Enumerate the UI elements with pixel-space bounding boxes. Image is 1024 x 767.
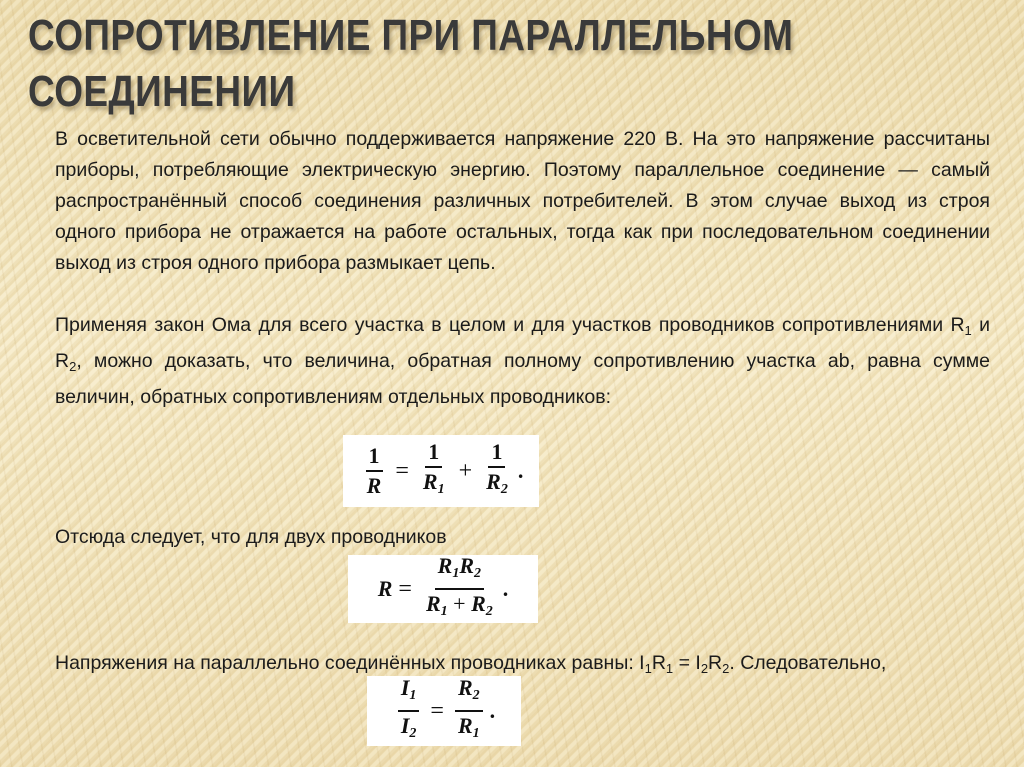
paragraph-ohms-law-text-1: Применяя закон Ома для всего участка в целом и для участков проводников сопротивлениями R (55, 314, 965, 336)
fraction-lhs-denominator: R (366, 473, 382, 498)
fraction-term-2-subscript: 2 (500, 482, 508, 497)
slide-title-line-1: СОПРОТИВЛЕНИЕ ПРИ ПАРАЛЛЕЛЬНОМ (28, 11, 794, 60)
formula-total-resistance (348, 555, 538, 623)
subscript-r1: 1 (964, 323, 972, 338)
fraction-numerator (435, 554, 484, 590)
equals-sign: = (430, 697, 444, 724)
formula-period: . (489, 698, 496, 723)
paragraph-ohms-law-text-3: , можно доказать, что величина, обратная полному сопротивлению участка ab, равна сумме величин, обратных сопротивлениям отдельных проводников: (55, 350, 990, 408)
subscript-i1: 1 (644, 661, 652, 676)
fraction-term-2-numerator: 1 (488, 440, 505, 468)
formula-period: . (517, 458, 524, 483)
numerator-sub-b: 2 (474, 566, 482, 581)
denominator-r-a: R (425, 591, 441, 616)
denominator-r-b: R (471, 591, 486, 616)
formula-period: . (502, 576, 509, 601)
subscript-r1: 1 (665, 661, 674, 676)
current-i-bottom: I (400, 713, 410, 738)
denominator-plus: + (447, 591, 472, 616)
equals-sign: = (395, 457, 409, 484)
slide-title (28, 8, 851, 120)
paragraph-voltages-text-1: Напряжения на параллельно соединённых проводниках равны: I (55, 652, 645, 674)
resistance-r-top-sub: 2 (472, 688, 480, 703)
slide-title-line-2: СОЕДИНЕНИИ (28, 67, 296, 116)
fraction-lhs (364, 444, 385, 498)
fraction-term-1-symbol: R (422, 469, 438, 494)
fraction-term-1-subscript: 1 (437, 482, 445, 497)
fraction-resistance-denominator (455, 712, 483, 746)
fraction-current-ratio (398, 676, 420, 746)
fraction-resistance-ratio (455, 676, 483, 746)
fraction-term-1-numerator: 1 (425, 440, 442, 468)
paragraph-ohms-law-text-2: и R (55, 314, 990, 372)
numerator-r-b: R (459, 553, 475, 578)
fraction-resistance-numerator (455, 676, 483, 712)
denominator-sub-b: 2 (485, 604, 493, 619)
fraction-current-numerator (398, 676, 420, 712)
fraction-term-2-denominator (483, 468, 511, 502)
subscript-i2: 2 (700, 661, 709, 676)
subscript-r2: 2 (69, 359, 77, 374)
plus-sign: + (458, 457, 473, 484)
resistance-r-bottom: R (457, 713, 473, 738)
fraction-term-1-denominator (420, 468, 448, 502)
formula-reciprocal-resistance (343, 435, 539, 507)
paragraph-voltages-text-3: = I (673, 652, 701, 674)
fraction-denominator (423, 590, 496, 624)
paragraph-voltages-text-5: . Следовательно, (729, 652, 887, 674)
paragraph-voltages-text-2: R (651, 652, 666, 674)
resistance-r-bottom-sub: 1 (472, 726, 480, 741)
fraction-product-over-sum (423, 554, 496, 624)
formula-current-ratio (367, 676, 521, 746)
denominator-sub-a: 1 (440, 604, 448, 619)
paragraph-voltages-equal (55, 648, 990, 684)
paragraph-ohms-law (55, 310, 990, 413)
paragraph-two-conductors: Отсюда следует, что для двух проводников (55, 526, 447, 548)
fraction-term-2 (483, 440, 511, 502)
paragraph-voltages-text-4: R (708, 652, 723, 674)
fraction-current-denominator (398, 712, 420, 746)
equals-sign: = (398, 575, 412, 602)
current-i-top-sub: 1 (409, 688, 417, 703)
current-i-bottom-sub: 2 (409, 726, 417, 741)
fraction-term-1 (420, 440, 448, 502)
formula-lhs-r: R (377, 576, 393, 601)
numerator-r-a: R (437, 553, 453, 578)
numerator-sub-a: 1 (452, 566, 460, 581)
paragraph-lighting-network: В осветительной сети обычно поддерживается напряжение 220 В. На это напряжение рассчитаны приборы, потребляющие электрическую энергию. Поэтому параллельное соединение — самый распространённый способ соединения различных потребителей. В этом случае выход из строя одного прибора не отражается на работе остальных, тогда как при последовательном соединении выход из строя одного прибора размыкает цепь. (55, 128, 990, 274)
fraction-lhs-numerator: 1 (366, 444, 383, 472)
subscript-r2: 2 (722, 661, 730, 676)
resistance-r-top: R (457, 675, 473, 700)
current-i-top: I (400, 675, 410, 700)
fraction-term-2-symbol: R (486, 469, 501, 494)
